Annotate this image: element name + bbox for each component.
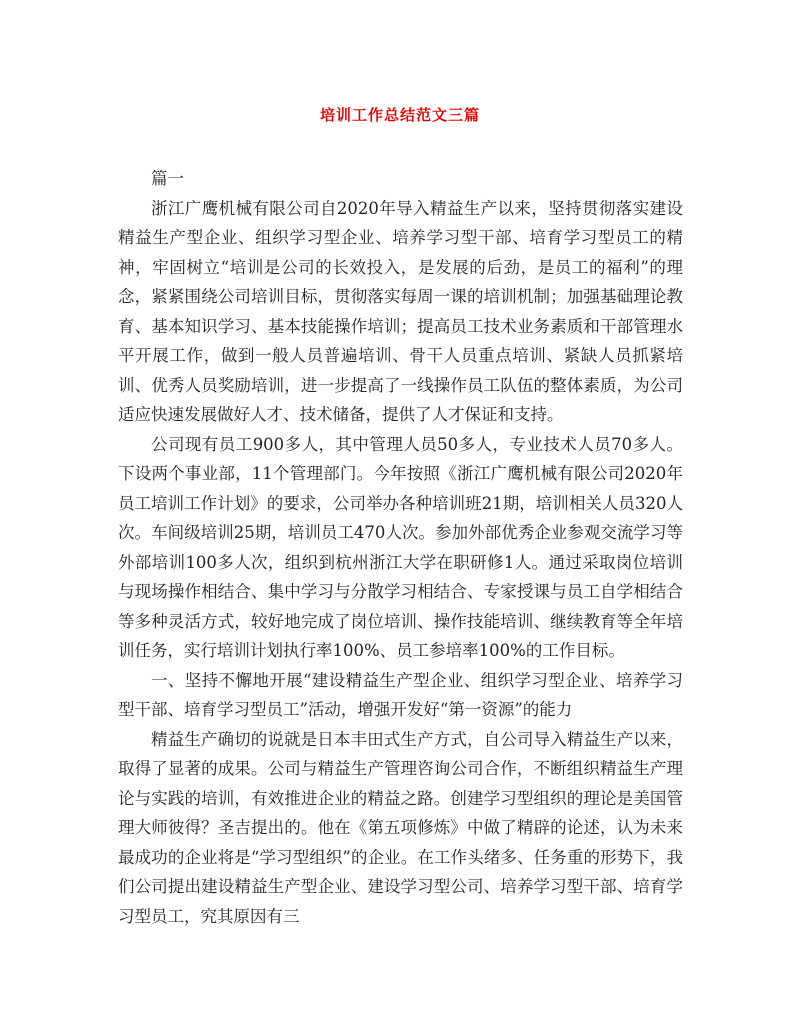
section-heading-part-one: 篇一	[151, 169, 184, 188]
document-body	[118, 164, 683, 931]
paragraph-lean-production: 精益生产确切的说就是日本丰田式生产方式，自公司导入精益生产以来，取得了显著的成果。公司与精益生产管理咨询公司合作，不断组织精益生产理论与实践的培训，有效推进企业的精益之路。创建学习型组织的理论是美国管理大师彼得？圣吉提出的。他在《第五项修炼》中做了精辟的论述，认为未来最成功的企业将是“学习型组织”的企业。在工作头绪多、任务重的形势下，我们公司提出建设精益生产型企业、建设学习型公司、培养学习型干部、培育学习型员工，究其原因有三	[118, 729, 683, 926]
document-title: 培训工作总结范文三篇	[319, 106, 480, 124]
section-heading-one: 一、坚持不懈地开展“建设精益生产型企业、组织学习型企业、培养学习型干部、培育学习型员工”活动，增强开发好“第一资源”的能力	[118, 670, 683, 719]
paragraph-staff-overview: 公司现有员工900多人，其中管理人员50多人，专业技术人员70多人。下设两个事业部，11个管理部门。今年按照《浙江广鹰机械有限公司2020年员工培训工作计划》的要求，公司举办各种培训班21期，培训相关人员320人次。车间级培训25期，培训员工470人次。参加外部优秀企业参观交流学习等外部培训100多人次，组织到杭州浙江大学在职研修1人。通过采取岗位培训与现场操作相结合、集中学习与分散学习相结合、专家授课与员工自学相结合等多种灵活方式，较好地完成了岗位培训、操作技能培训、继续教育等全年培训任务，实行培训计划执行率100%、员工参培率100%的工作目标。	[118, 434, 683, 660]
paragraph-intro: 浙江广鹰机械有限公司自2020年导入精益生产以来，坚持贯彻落实建设精益生产型企业、组织学习型企业、培养学习型干部、培育学习型员工的精神，牢固树立“培训是公司的长效投入，是发展的后劲，是员工的福利”的理念，紧紧围绕公司培训目标，贯彻落实每周一课的培训机制；加强基础理论教育、基本知识学习、基本技能操作培训；提高员工技术业务素质和干部管理水平开展工作，做到一般人员普遍培训、骨干人员重点培训、紧缺人员抓紧培训、优秀人员奖励培训，进一步提高了一线操作员工队伍的整体素质，为公司适应快速发展做好人才、技术储备，提供了人才保证和支持。	[118, 198, 683, 424]
